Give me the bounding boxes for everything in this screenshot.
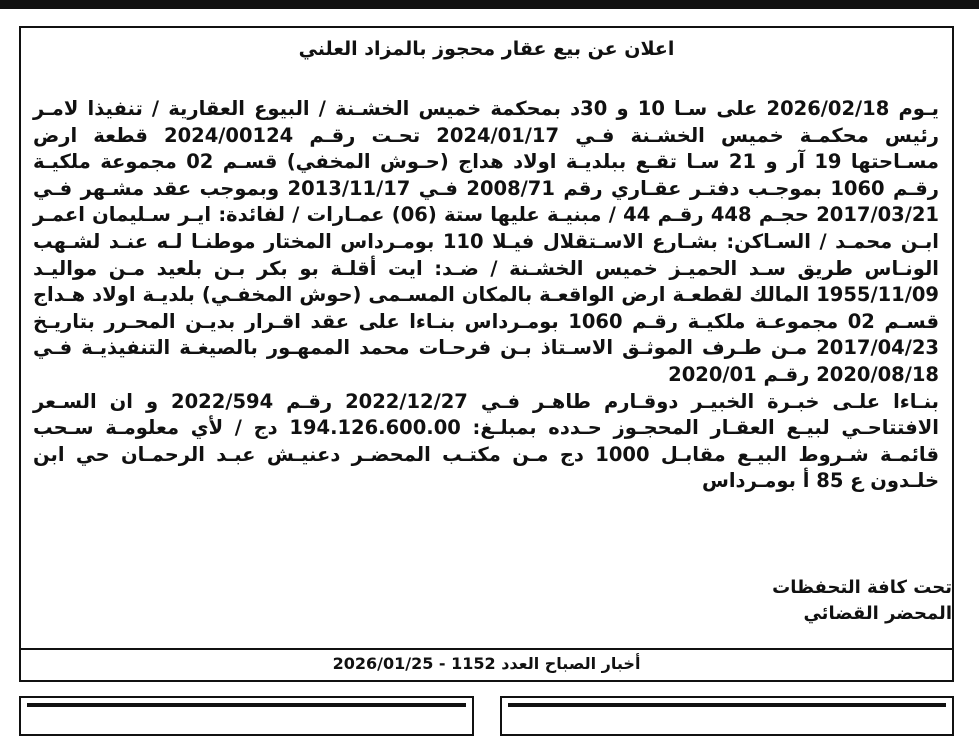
notice-paragraph-price-and-conditions: بنـاءا علـى خبـرة الخبيـر دوقـارم طاهـر فـي 2022/12/27 رقـم 2022/594 و ان السـعر الافتتاحـي لبيـع العقـار المحجـوز حـدده بمبلـغ: 194.126.600.00 دج / لأي معلومـة سـحب قائمـة شـروط البيـع مقابـل 1000 دج مـن مكتـب المحضـر دعنيـش عبـد الرحمـان حي ابن خلـدون ع 85 أ بومـرداس — [33, 389, 940, 493]
publication-reference: أخبار الصباح العدد 1152 - 2026/01/25 — [332, 654, 641, 673]
next-notice-rule-left — [27, 703, 466, 707]
signature-reservation-line: تحت كافة التحفظات — [772, 577, 952, 598]
footer-divider — [21, 648, 952, 650]
legal-notice-box — [19, 26, 954, 682]
next-notice-rule-right — [508, 703, 946, 707]
notice-title: اعلان عن بيع عقار محجوز بالمزاد العلني — [298, 38, 675, 60]
signature-block — [21, 575, 952, 627]
next-notice-box-left — [19, 696, 474, 736]
next-notice-box-right — [500, 696, 954, 736]
notice-paragraph-auction-details: يـوم 2026/02/18 على سـا 10 و 30د بمحكمة خميس الخشـنة / البيوع العقارية / تنفيذا لامـر رئيس محكمـة خميس الخشـنة فـي 2024/01/17 تحـت رقـم 2024/00124 قطعة ارض مسـاحتها 19 آر و 21 سـا تقـع ببلديـة اولاد هداج (حـوش المخفي) قسـم 02 مجموعة ملكيـة رقـم 1060 بموجـب دفتـر عقـاري رقم 2008/71 فـي 2013/11/17 وبموجب عقد مشـهر فـي 2017/03/21 حجـم 448 رقـم 44 / مبنيـة عليها ستة (06) عمـارات / لفائدة: ايـر سـليمان اعمـر ابـن محمـد / السـاكن: بشـارع الاسـتقلال فيـلا 110 بومـرداس المختار موطنـا لـه عنـد لشـهب الونـاس طريق سـد الحميـز خميس الخشـنة / ضـد: ايت أقلـة بو بكر بـن بلعيد مـن مواليـد 1955/11/09 المالك لقطعـة ارض الواقعـة بالمكان المسـمى (حوش المخفـي) بلديـة اولاد هـداج قسـم 02 مجموعـة ملكيـة رقـم 1060 بومـرداس بنـاءا على عقد اقـرار بديـن المحـرر بتاريـخ 2017/04/23 مـن طـرف الموثـق الاسـتاذ بـن فرحـات محمد الممهـور بالصيغـة التنفيذيـة فـي 2020/08/18 رقـم 2020/01 — [33, 97, 940, 386]
notice-body — [33, 96, 939, 495]
top-border-rule — [0, 0, 979, 9]
signature-bailiff-line: المحضر القضائي — [803, 603, 952, 624]
